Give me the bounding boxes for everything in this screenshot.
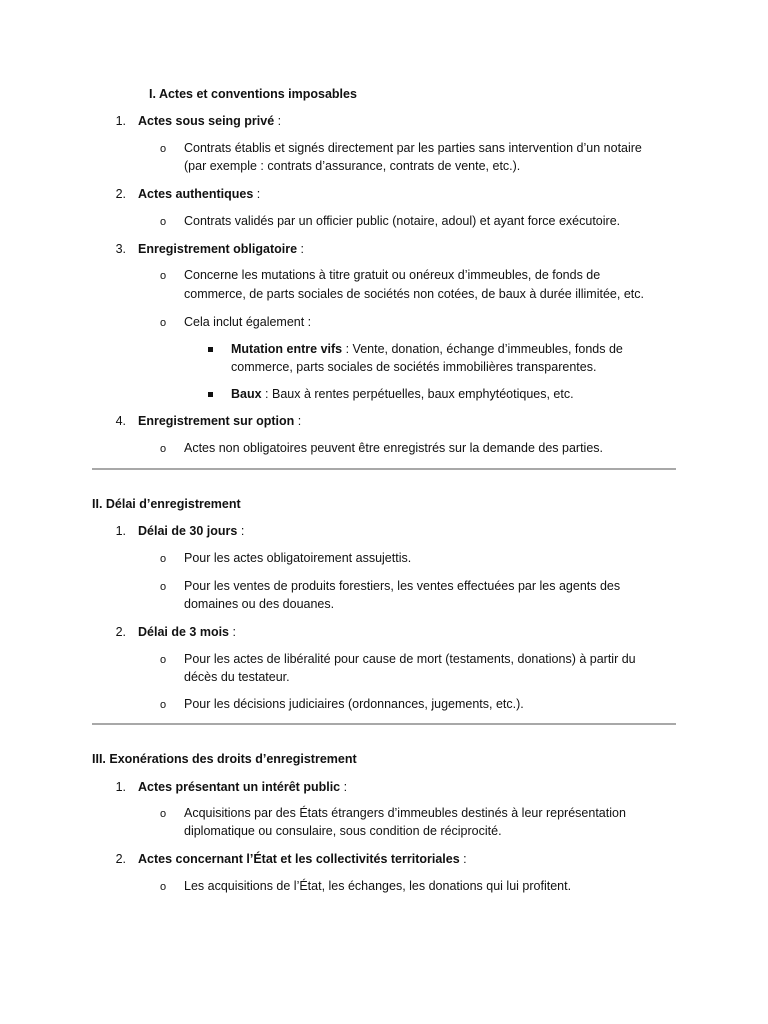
- bullet-text: diplomatique ou consulaire, sous condition de réciprocité.: [184, 824, 502, 838]
- circle-bullet-icon: o: [160, 581, 167, 593]
- item-heading: Actes authentiques :: [138, 187, 261, 201]
- item-heading: Actes concernant l’État et les collectivités territoriales :: [138, 852, 467, 866]
- circle-bullet-icon: o: [160, 317, 167, 329]
- bullet-text: commerce, de parts sociales de sociétés non cotées, de baux à durée illimitée, etc.: [184, 287, 644, 301]
- bullet-text: décès du testateur.: [184, 670, 290, 684]
- bullet-text: Cela inclut également :: [184, 315, 312, 329]
- bullet-text: Actes non obligatoires peuvent être enregistrés sur la demande des parties.: [184, 441, 603, 455]
- sub-bullet-text: commerce, parts sociales de sociétés immobilières transparentes.: [231, 360, 597, 374]
- bullet-text: Les acquisitions de l’État, les échanges, les donations qui lui profitent.: [184, 879, 572, 893]
- circle-bullet-icon: o: [160, 699, 167, 711]
- bullet-text: Contrats établis et signés directement par les parties sans intervention d’un notaire: [184, 141, 642, 155]
- circle-bullet-icon: o: [160, 654, 167, 666]
- item-heading: Enregistrement sur option :: [138, 414, 302, 428]
- divider: [92, 723, 676, 725]
- item-number: 3.: [115, 242, 126, 256]
- square-bullet-icon: [208, 347, 213, 352]
- bullet-text: domaines ou des douanes.: [184, 597, 335, 611]
- bullet-text: (par exemple : contrats d’assurance, contrats de vente, etc.).: [184, 159, 521, 173]
- bullet-text: Pour les décisions judiciaires (ordonnances, jugements, etc.).: [184, 697, 524, 711]
- item-heading: Actes présentant un intérêt public :: [138, 780, 348, 794]
- sub-bullet-text: Baux : Baux à rentes perpétuelles, baux emphytéotiques, etc.: [231, 387, 574, 401]
- circle-bullet-icon: o: [160, 143, 167, 155]
- bullet-text: Pour les ventes de produits forestiers, les ventes effectuées par les agents des: [184, 579, 621, 593]
- sub-bullet-text: Mutation entre vifs : Vente, donation, échange d’immeubles, fonds de: [231, 342, 623, 356]
- circle-bullet-icon: o: [160, 881, 167, 893]
- item-heading: Délai de 3 mois :: [138, 625, 236, 639]
- section-3-title: III. Exonérations des droits d’enregistrement: [92, 752, 357, 766]
- item-number: 1.: [115, 524, 126, 538]
- circle-bullet-icon: o: [160, 443, 167, 455]
- section-2-title: II. Délai d’enregistrement: [92, 497, 241, 511]
- item-number: 2.: [115, 852, 126, 866]
- bullet-text: Pour les actes de libéralité pour cause de mort (testaments, donations) à partir du: [184, 652, 636, 666]
- bullet-text: Pour les actes obligatoirement assujettis.: [184, 551, 412, 565]
- bullet-text: Contrats validés par un officier public (notaire, adoul) et ayant force exécutoire.: [184, 214, 621, 228]
- circle-bullet-icon: o: [160, 270, 167, 282]
- item-number: 2.: [115, 625, 126, 639]
- divider: [92, 468, 676, 470]
- bullet-text: Acquisitions par des États étrangers d’immeubles destinés à leur représentation: [184, 806, 626, 820]
- section-1-title: I. Actes et conventions imposables: [149, 87, 357, 101]
- item-number: 2.: [115, 187, 126, 201]
- square-bullet-icon: [208, 392, 213, 397]
- item-heading: Actes sous seing privé :: [138, 114, 282, 128]
- item-heading: Enregistrement obligatoire :: [138, 242, 305, 256]
- circle-bullet-icon: o: [160, 216, 167, 228]
- bullet-text: Concerne les mutations à titre gratuit ou onéreux d’immeubles, de fonds de: [184, 268, 601, 282]
- circle-bullet-icon: o: [160, 808, 167, 820]
- item-number: 4.: [115, 414, 126, 428]
- item-number: 1.: [115, 114, 126, 128]
- circle-bullet-icon: o: [160, 553, 167, 565]
- item-heading: Délai de 30 jours :: [138, 524, 245, 538]
- item-number: 1.: [115, 780, 126, 794]
